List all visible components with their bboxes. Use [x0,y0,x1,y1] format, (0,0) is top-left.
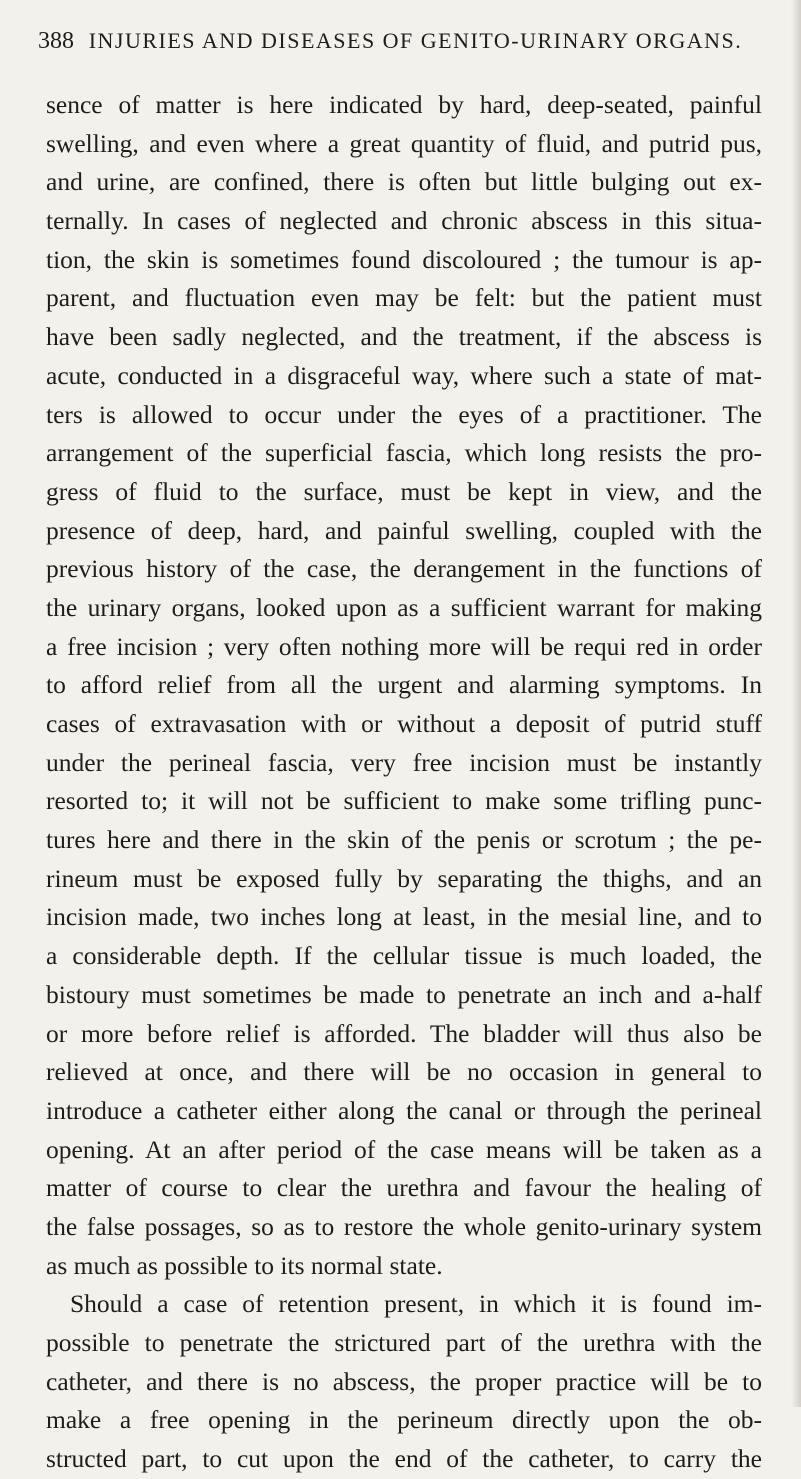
text-line: swelling, and even where a great quantity of fluid, and putrid pus, [46,128,762,158]
text-line: bistoury must sometimes be made to penetrate an inch and a-half [46,979,762,1009]
text-line: previous history of the case, the derangement in the functions of [46,554,762,584]
text-line: the false possages, so as to restore the whole genito-urinary system [46,1211,762,1241]
text-line: catheter, and there is no abscess, the proper practice will be to [46,1366,762,1396]
text-line: the urinary organs, looked upon as a sufficient warrant for making [46,592,762,622]
text-line: introduce a catheter either along the canal or through the perineal [46,1095,762,1125]
text-line: rineum must be exposed fully by separating the thighs, and an [46,863,762,893]
text-line: a considerable depth. If the cellular tissue is much loaded, the [46,941,762,971]
text-line: or more before relief is afforded. The bladder will thus also be [46,1018,762,1048]
text-line: arrangement of the superficial fascia, which long resists the pro- [46,438,762,468]
text-line: a free incision ; very often nothing more will be requi red in order [46,631,762,661]
text-line: tures here and there in the skin of the penis or scrotum ; the pe- [46,825,762,855]
text-line: structed part, to cut upon the end of the catheter, to carry the [46,1444,762,1474]
text-line: Should a case of retention present, in which it is found im- [70,1289,762,1319]
body-text [46,86,762,1479]
text-line: make a free opening in the perineum directly upon the ob- [46,1405,762,1435]
text-line: ters is allowed to occur under the eyes of a practitioner. The [46,399,762,429]
page-edge-shadow [791,0,801,1407]
text-line: cases of extravasation with or without a deposit of putrid stuff [46,709,762,738]
text-line: gress of fluid to the surface, must be kept in view, and the [46,476,762,506]
text-line: to afford relief from all the urgent and alarming symptoms. In [46,670,762,700]
text-line: as much as possible to its normal state. [46,1250,443,1280]
text-line: have been sadly neglected, and the treatment, if the abscess is [46,322,762,352]
text-line: opening. At an after period of the case means will be taken as a [46,1134,762,1164]
text-line: sence of matter is here indicated by hard, deep-seated, painful [46,90,762,119]
text-line: matter of course to clear the urethra and favour the healing of [46,1173,762,1203]
text-line: incision made, two inches long at least, in the mesial line, and to [46,902,762,932]
running-head [38,26,778,56]
page-number: 388 [38,28,74,54]
text-line: tion, the skin is sometimes found discoloured ; the tumour is ap- [46,244,762,274]
text-line: ternally. In cases of neglected and chronic abscess in this situa- [46,206,762,236]
text-line: under the perineal fascia, very free incision must be instantly [46,747,762,777]
text-line: parent, and fluctuation even may be felt: but the patient must [46,283,762,313]
text-line: acute, conducted in a disgraceful way, where such a state of mat- [46,360,762,390]
text-line: resorted to; it will not be sufficient to make some trifling punc- [46,786,762,816]
text-line: possible to penetrate the strictured part of the urethra with the [46,1328,762,1357]
text-line: relieved at once, and there will be no occasion in general to [46,1057,762,1087]
text-line: presence of deep, hard, and painful swelling, coupled with the [46,515,762,545]
running-title: INJURIES AND DISEASES OF GENITO-URINARY ORGANS. [88,28,743,53]
text-line: and urine, are confined, there is often but little bulging out ex- [46,167,762,197]
